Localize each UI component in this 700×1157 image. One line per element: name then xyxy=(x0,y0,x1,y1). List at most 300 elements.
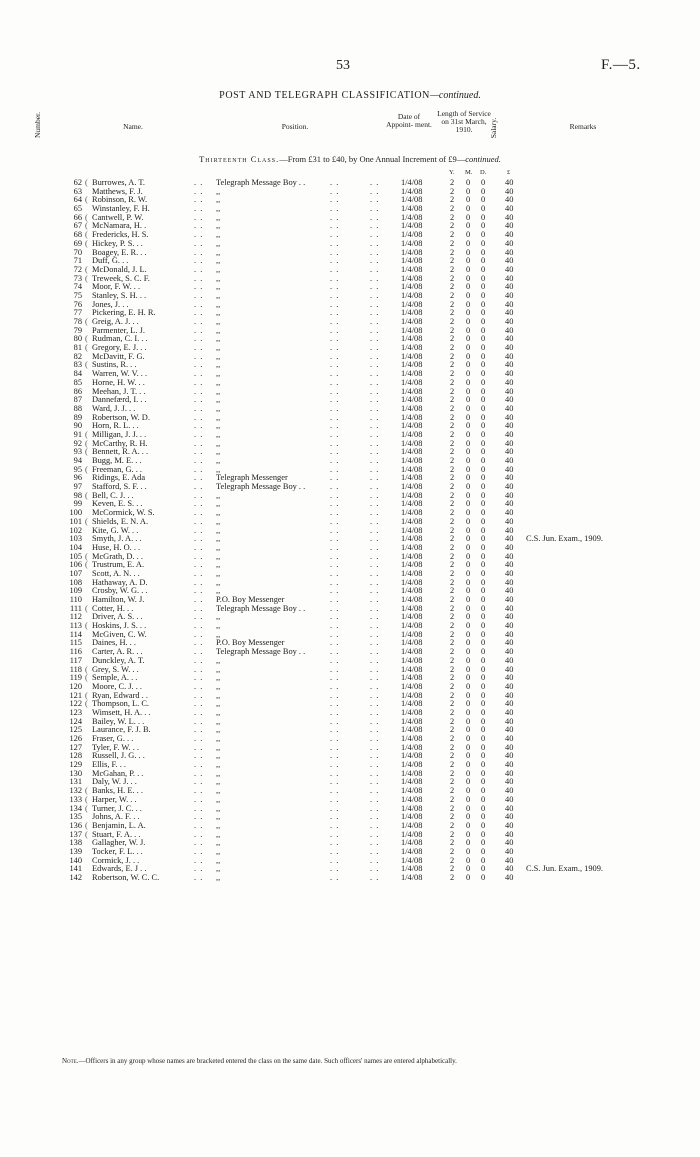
row-salary: 40 xyxy=(505,204,514,214)
row-days: 0 xyxy=(481,308,486,318)
row-date: 1/4/08 xyxy=(401,751,423,761)
row-days: 0 xyxy=(481,742,486,752)
row-name: Carter, A. R. . . xyxy=(92,647,143,657)
row-name: Smyth, J. A. . . xyxy=(92,534,142,544)
row-leader: . . xyxy=(330,699,340,709)
row-salary: 40 xyxy=(505,760,514,770)
row-number: 118 xyxy=(69,664,82,674)
row-leader: . . xyxy=(330,768,340,778)
row-number: 63 xyxy=(73,186,82,196)
row-salary: 40 xyxy=(505,786,514,796)
row-date: 1/4/08 xyxy=(401,508,423,518)
row-years: 2 xyxy=(450,195,455,205)
row-leader: . . xyxy=(194,438,204,448)
row-name: Russell, J. G. . . xyxy=(92,751,145,761)
row-date: 1/4/08 xyxy=(401,742,423,752)
row-position: ,, xyxy=(216,238,221,248)
row-leader: . . xyxy=(370,664,380,674)
row-leader: . . xyxy=(194,282,204,292)
row-salary: 40 xyxy=(505,412,514,422)
row-position: ,, xyxy=(216,699,221,709)
row-number: 109 xyxy=(69,586,82,596)
row-date: 1/4/08 xyxy=(401,308,423,318)
row-days: 0 xyxy=(481,490,486,500)
row-leader: . . xyxy=(194,838,204,848)
row-number: 80 xyxy=(73,334,82,344)
row-bracket: ( xyxy=(85,820,88,830)
row-leader: . . xyxy=(330,812,340,822)
row-number: 124 xyxy=(69,716,82,726)
row-position: ,, xyxy=(216,734,221,743)
row-date: 1/4/08 xyxy=(401,186,423,196)
row-leader: . . xyxy=(194,247,204,257)
row-bracket: ( xyxy=(85,464,88,474)
row-number: 82 xyxy=(73,351,82,361)
row-leader: . . xyxy=(194,508,204,518)
row-leader: . . xyxy=(370,395,380,405)
row-leader: . . xyxy=(370,794,380,804)
row-years: 2 xyxy=(450,838,455,848)
row-bracket: ( xyxy=(85,238,88,248)
row-bracket: ( xyxy=(85,438,88,448)
row-position: ,, xyxy=(216,499,221,509)
row-number: 66 xyxy=(73,212,82,222)
row-salary: 40 xyxy=(505,812,514,822)
row-number: 141 xyxy=(69,864,82,874)
row-position: ,, xyxy=(216,621,221,631)
row-position: ,, xyxy=(216,794,221,804)
row-months: 0 xyxy=(466,273,471,283)
row-date: 1/4/08 xyxy=(401,760,423,770)
row-leader: . . xyxy=(370,299,380,309)
row-salary: 40 xyxy=(505,317,514,326)
row-months: 0 xyxy=(466,734,471,743)
row-date: 1/4/08 xyxy=(401,525,423,535)
row-leader: . . xyxy=(330,238,340,248)
row-salary: 40 xyxy=(505,508,514,518)
row-leader: . . xyxy=(370,490,380,500)
row-date: 1/4/08 xyxy=(401,447,423,457)
row-position: ,, xyxy=(216,456,221,465)
row-days: 0 xyxy=(481,421,486,431)
row-leader: . . xyxy=(370,707,380,717)
row-leader: . . xyxy=(330,629,340,639)
row-days: 0 xyxy=(481,768,486,778)
row-name: Pickering, E. H. R. xyxy=(92,308,156,318)
row-months: 0 xyxy=(466,612,471,622)
row-number: 97 xyxy=(73,482,82,492)
row-number: 89 xyxy=(73,412,82,422)
title-continued: —continued. xyxy=(430,90,481,101)
row-name: Keven, E. S. . . xyxy=(92,499,143,509)
row-name: Fraser, G. . . xyxy=(92,734,134,743)
row-date: 1/4/08 xyxy=(401,568,423,578)
row-name: Edwards, E. J . . xyxy=(92,864,147,874)
row-leader: . . xyxy=(330,638,340,648)
footnote xyxy=(62,1057,457,1065)
row-days: 0 xyxy=(481,403,486,413)
row-date: 1/4/08 xyxy=(401,855,423,865)
row-leader: . . xyxy=(370,178,380,187)
row-days: 0 xyxy=(481,725,486,735)
row-leader: . . xyxy=(194,299,204,309)
row-years: 2 xyxy=(450,360,455,370)
row-years: 2 xyxy=(450,673,455,683)
row-years: 2 xyxy=(450,308,455,318)
row-date: 1/4/08 xyxy=(401,360,423,370)
header-name: Name. xyxy=(123,122,143,131)
row-bracket: ( xyxy=(85,560,88,570)
row-months: 0 xyxy=(466,647,471,657)
row-name: Kite, G. W. . . xyxy=(92,525,139,535)
table-row xyxy=(0,874,700,883)
row-date: 1/4/08 xyxy=(401,195,423,205)
row-days: 0 xyxy=(481,456,486,465)
row-days: 0 xyxy=(481,534,486,544)
row-date: 1/4/08 xyxy=(401,299,423,309)
row-leader: . . xyxy=(370,238,380,248)
row-salary: 40 xyxy=(505,751,514,761)
row-leader: . . xyxy=(194,377,204,387)
page-title xyxy=(0,90,700,101)
row-months: 0 xyxy=(466,230,471,240)
row-salary: 40 xyxy=(505,603,514,613)
row-salary: 40 xyxy=(505,699,514,709)
row-salary: 40 xyxy=(505,499,514,509)
row-date: 1/4/08 xyxy=(401,716,423,726)
row-number: 102 xyxy=(69,525,82,535)
unit-days: D. xyxy=(480,169,487,176)
row-position: ,, xyxy=(216,516,221,526)
row-salary: 40 xyxy=(505,586,514,596)
row-days: 0 xyxy=(481,568,486,578)
row-number: 128 xyxy=(69,751,82,761)
row-years: 2 xyxy=(450,482,455,492)
row-leader: . . xyxy=(194,803,204,813)
unit-months: M. xyxy=(465,169,473,176)
row-days: 0 xyxy=(481,386,486,396)
row-name: Robertson, W. D. xyxy=(92,412,150,422)
row-position: ,, xyxy=(216,577,221,587)
row-name: Wimsett, H. A. . . xyxy=(92,707,151,717)
row-leader: . . xyxy=(370,334,380,344)
row-years: 2 xyxy=(450,456,455,465)
row-leader: . . xyxy=(370,716,380,726)
row-number: 105 xyxy=(69,551,82,561)
row-date: 1/4/08 xyxy=(401,456,423,465)
row-name: Huse, H. O. . . xyxy=(92,542,141,552)
row-years: 2 xyxy=(450,473,455,483)
row-salary: 40 xyxy=(505,621,514,631)
row-leader: . . xyxy=(194,647,204,657)
row-years: 2 xyxy=(450,386,455,396)
row-leader: . . xyxy=(370,290,380,300)
row-name: Gregory, E. J. . . xyxy=(92,343,147,353)
row-leader: . . xyxy=(370,647,380,657)
row-salary: 40 xyxy=(505,369,514,379)
row-number: 114 xyxy=(69,629,82,639)
title-main: POST AND TELEGRAPH CLASSIFICATION xyxy=(219,90,431,101)
row-days: 0 xyxy=(481,369,486,379)
row-days: 0 xyxy=(481,812,486,822)
row-name: McGiven, C. W. xyxy=(92,629,147,639)
row-date: 1/4/08 xyxy=(401,768,423,778)
row-leader: . . xyxy=(370,386,380,396)
row-leader: . . xyxy=(370,308,380,318)
row-number: 96 xyxy=(73,473,82,483)
footnote-text: —Officers in any group whose names are bracketed entered the class on the same date. Such officers' names are entered alphabetically. xyxy=(78,1057,457,1065)
row-leader: . . xyxy=(330,429,340,439)
row-position: ,, xyxy=(216,438,221,448)
row-leader: . . xyxy=(194,542,204,552)
row-leader: . . xyxy=(370,247,380,257)
row-leader: . . xyxy=(330,230,340,240)
row-months: 0 xyxy=(466,864,471,874)
row-date: 1/4/08 xyxy=(401,212,423,222)
row-days: 0 xyxy=(481,290,486,300)
row-number: 131 xyxy=(69,777,82,787)
row-leader: . . xyxy=(330,490,340,500)
row-years: 2 xyxy=(450,786,455,796)
header-number: Number. xyxy=(33,111,42,139)
row-months: 0 xyxy=(466,360,471,370)
row-salary: 40 xyxy=(505,447,514,457)
row-months: 0 xyxy=(466,482,471,492)
row-days: 0 xyxy=(481,638,486,648)
row-days: 0 xyxy=(481,204,486,214)
row-position: ,, xyxy=(216,282,221,292)
row-leader: . . xyxy=(370,873,380,882)
row-bracket: ( xyxy=(85,621,88,631)
row-number: 83 xyxy=(73,360,82,370)
row-name: Sustins, R. . . xyxy=(92,360,137,370)
row-name: Driver, A. S. . . xyxy=(92,612,143,622)
row-number: 98 xyxy=(73,490,82,500)
row-number: 73 xyxy=(73,273,82,283)
row-salary: 40 xyxy=(505,855,514,865)
row-days: 0 xyxy=(481,377,486,387)
row-leader: . . xyxy=(370,438,380,448)
row-days: 0 xyxy=(481,586,486,596)
row-date: 1/4/08 xyxy=(401,864,423,874)
row-days: 0 xyxy=(481,230,486,240)
row-months: 0 xyxy=(466,421,471,431)
row-months: 0 xyxy=(466,516,471,526)
row-leader: . . xyxy=(370,786,380,796)
row-name: Robertson, W. C. C. xyxy=(92,873,160,882)
row-remarks: C.S. Jun. Exam., 1909. xyxy=(526,864,604,874)
row-name: Duff, G. . . xyxy=(92,256,129,266)
row-years: 2 xyxy=(450,638,455,648)
row-leader: . . xyxy=(330,838,340,848)
row-leader: . . xyxy=(194,456,204,465)
row-months: 0 xyxy=(466,751,471,761)
row-days: 0 xyxy=(481,560,486,570)
row-years: 2 xyxy=(450,343,455,353)
row-months: 0 xyxy=(466,438,471,448)
row-leader: . . xyxy=(194,221,204,231)
row-number: 93 xyxy=(73,447,82,457)
row-leader: . . xyxy=(194,317,204,326)
row-leader: . . xyxy=(370,603,380,613)
row-position: ,, xyxy=(216,317,221,326)
row-date: 1/4/08 xyxy=(401,403,423,413)
row-days: 0 xyxy=(481,186,486,196)
row-leader: . . xyxy=(370,629,380,639)
row-number: 138 xyxy=(69,838,82,848)
row-leader: . . xyxy=(370,508,380,518)
row-days: 0 xyxy=(481,264,486,274)
row-days: 0 xyxy=(481,699,486,709)
row-name: Johns, A. F. . . xyxy=(92,812,140,822)
row-leader: . . xyxy=(330,473,340,483)
row-position: ,, xyxy=(216,864,221,874)
row-date: 1/4/08 xyxy=(401,282,423,292)
row-leader: . . xyxy=(370,429,380,439)
row-years: 2 xyxy=(450,412,455,422)
unit-pound: £ xyxy=(507,169,511,176)
row-leader: . . xyxy=(330,777,340,787)
row-years: 2 xyxy=(450,812,455,822)
row-years: 2 xyxy=(450,551,455,561)
row-name: Gallagher, W. J. xyxy=(92,838,146,848)
row-position: ,, xyxy=(216,377,221,387)
row-months: 0 xyxy=(466,186,471,196)
row-leader: . . xyxy=(194,395,204,405)
row-position: ,, xyxy=(216,760,221,770)
row-leader: . . xyxy=(370,864,380,874)
row-leader: . . xyxy=(330,386,340,396)
row-bracket: ( xyxy=(85,360,88,370)
row-years: 2 xyxy=(450,282,455,292)
row-date: 1/4/08 xyxy=(401,490,423,500)
row-name: Turner, J. C. . . xyxy=(92,803,142,813)
row-leader: . . xyxy=(194,447,204,457)
row-years: 2 xyxy=(450,490,455,500)
row-leader: . . xyxy=(194,664,204,674)
row-months: 0 xyxy=(466,855,471,865)
row-position: ,, xyxy=(216,655,221,665)
row-number: 101 xyxy=(69,516,82,526)
row-leader: . . xyxy=(330,438,340,448)
row-leader: . . xyxy=(330,247,340,257)
row-salary: 40 xyxy=(505,516,514,526)
row-date: 1/4/08 xyxy=(401,534,423,544)
row-bracket: ( xyxy=(85,195,88,205)
row-position: ,, xyxy=(216,812,221,822)
row-leader: . . xyxy=(370,317,380,326)
row-leader: . . xyxy=(330,343,340,353)
row-leader: . . xyxy=(194,343,204,353)
row-name: Ward, J. J. . . xyxy=(92,403,136,413)
row-leader: . . xyxy=(330,577,340,587)
row-leader: . . xyxy=(194,473,204,483)
row-leader: . . xyxy=(194,768,204,778)
row-months: 0 xyxy=(466,577,471,587)
row-days: 0 xyxy=(481,273,486,283)
row-years: 2 xyxy=(450,577,455,587)
row-bracket: ( xyxy=(85,551,88,561)
row-bracket: ( xyxy=(85,264,88,274)
row-date: 1/4/08 xyxy=(401,204,423,214)
row-name: McNamara, H. . xyxy=(92,221,147,231)
row-years: 2 xyxy=(450,603,455,613)
row-leader: . . xyxy=(330,516,340,526)
row-leader: . . xyxy=(194,603,204,613)
row-leader: . . xyxy=(370,612,380,622)
row-years: 2 xyxy=(450,690,455,700)
row-name: Crosby, W. G. . . xyxy=(92,586,148,596)
row-date: 1/4/08 xyxy=(401,516,423,526)
row-years: 2 xyxy=(450,621,455,631)
row-number: 67 xyxy=(73,221,82,231)
row-leader: . . xyxy=(330,221,340,231)
row-position: ,, xyxy=(216,560,221,570)
row-leader: . . xyxy=(330,351,340,361)
row-leader: . . xyxy=(194,403,204,413)
row-position: ,, xyxy=(216,403,221,413)
row-years: 2 xyxy=(450,247,455,257)
row-name: Daines, H. . . xyxy=(92,638,136,648)
row-days: 0 xyxy=(481,325,486,335)
row-days: 0 xyxy=(481,473,486,483)
row-salary: 40 xyxy=(505,473,514,483)
row-days: 0 xyxy=(481,395,486,405)
row-number: 69 xyxy=(73,238,82,248)
row-leader: . . xyxy=(330,377,340,387)
row-years: 2 xyxy=(450,369,455,379)
row-leader: . . xyxy=(330,664,340,674)
row-date: 1/4/08 xyxy=(401,247,423,257)
row-position: ,, xyxy=(216,673,221,683)
row-leader: . . xyxy=(330,360,340,370)
row-position: ,, xyxy=(216,464,221,474)
row-name: McDonald, J. L. xyxy=(92,264,147,274)
row-number: 117 xyxy=(69,655,82,665)
row-leader: . . xyxy=(194,690,204,700)
row-leader: . . xyxy=(330,803,340,813)
row-leader: . . xyxy=(194,186,204,196)
row-date: 1/4/08 xyxy=(401,412,423,422)
row-salary: 40 xyxy=(505,377,514,387)
row-name: Burrowes, A. T. xyxy=(92,178,145,187)
row-number: 121 xyxy=(69,690,82,700)
row-name: Scott, A. N. . . xyxy=(92,568,140,578)
row-months: 0 xyxy=(466,212,471,222)
row-leader: . . xyxy=(370,595,380,604)
row-years: 2 xyxy=(450,699,455,709)
row-date: 1/4/08 xyxy=(401,621,423,631)
row-leader: . . xyxy=(370,838,380,848)
staff-table xyxy=(0,179,700,883)
row-salary: 40 xyxy=(505,482,514,492)
row-salary: 40 xyxy=(505,681,514,691)
row-leader: . . xyxy=(194,551,204,561)
row-name: Ryan, Edward . . xyxy=(92,690,148,700)
row-leader: . . xyxy=(370,221,380,231)
row-name: Trustrum, E. A. xyxy=(92,560,145,570)
row-days: 0 xyxy=(481,412,486,422)
row-leader: . . xyxy=(370,499,380,509)
row-number: 85 xyxy=(73,377,82,387)
row-leader: . . xyxy=(194,412,204,422)
row-months: 0 xyxy=(466,794,471,804)
row-position: ,, xyxy=(216,343,221,353)
row-salary: 40 xyxy=(505,334,514,344)
row-leader: . . xyxy=(370,516,380,526)
row-leader: . . xyxy=(194,681,204,691)
row-salary: 40 xyxy=(505,707,514,717)
